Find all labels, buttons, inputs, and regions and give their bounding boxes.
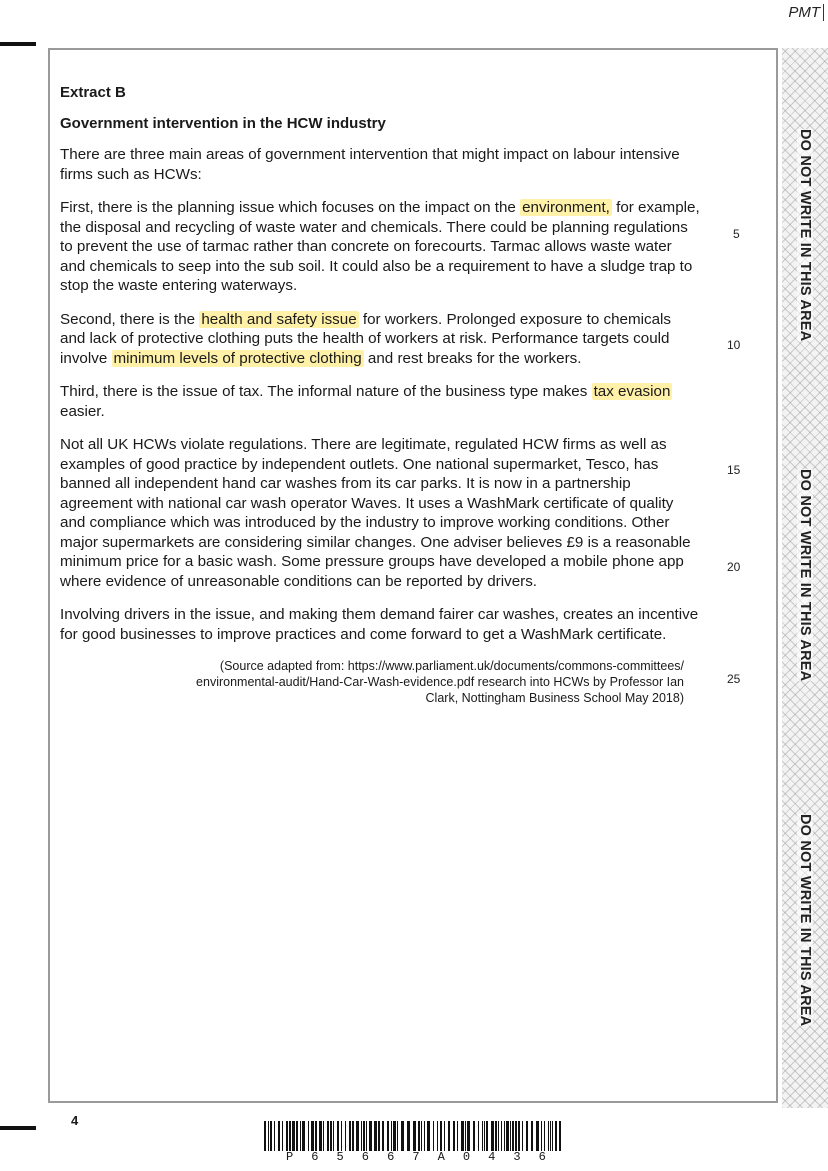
text-run: for example, the disposal and recycling of waste water and chemicals. There could be planning regulations to prevent the use of tarmac rather than concrete on forecourts. Tarmac allows waste water and chemicals to seep into the sub soil. It could also be a requirement to have a sludge trap to stop the waste entering waterways. <box>60 199 700 294</box>
barcode-bar <box>337 1121 339 1151</box>
barcode-bar <box>555 1121 557 1151</box>
barcode-bar <box>518 1121 520 1151</box>
highlight-protective-clothing: minimum levels of protective clothing <box>113 349 362 367</box>
barcode-bar <box>391 1121 392 1151</box>
text-run: for workers. Prolonged exposure to chemicals and lack of protective clothing puts the health of workers at risk. Performance targets could involve <box>60 310 672 367</box>
barcode-bar <box>541 1121 542 1151</box>
paragraph-tax <box>60 382 700 421</box>
text-run: easier. <box>60 402 105 420</box>
paragraph-regulations: Not all UK HCWs violate regulations. There are legitimate, regulated HCW firms as well as examples of good practice by independent outlets. One national supermarket, Tesco, has banned all independent hand car washes from its car parks. It is now in a partnership agreement with national car wash operator Waves. It uses a WashMark certificate of quality and compliance which was introduced by the industry to improve working conditions. Other major supermarkets are considering similar changes. One adviser believes £9 is a reasonable minimum price for a basic wash. Some pressure groups have developed a mobile phone app where evidence of unreasonable conditions can be reported by drivers. <box>60 436 691 590</box>
barcode-bar <box>264 1121 266 1151</box>
barcode-bar <box>531 1121 533 1151</box>
margin-warning-text: DO NOT WRITE IN THIS AREA <box>797 468 813 682</box>
barcode-bar <box>361 1121 362 1151</box>
barcode-bar <box>382 1121 384 1151</box>
barcode-bar <box>473 1121 475 1151</box>
barcode-bar <box>413 1121 416 1151</box>
barcode-bar <box>457 1121 458 1151</box>
barcode-bar <box>548 1121 549 1151</box>
barcode-bar <box>491 1121 494 1151</box>
barcode-bar <box>282 1121 283 1151</box>
source-line: (Source adapted from: https://www.parliament.uk/documents/commons-committees/ <box>219 659 684 673</box>
barcode-bar <box>327 1121 329 1151</box>
paragraph-intro: There are three main areas of government intervention that might impact on labour intensive firms such as HCWs: <box>60 146 680 183</box>
barcode-bar <box>424 1121 425 1151</box>
paragraph-health-safety <box>60 310 700 369</box>
barcode-char: 6 <box>361 1150 369 1164</box>
registration-mark-top <box>0 42 36 46</box>
barcode-bar <box>349 1121 351 1151</box>
source-line: Clark, Nottingham Business School May 2018) <box>425 691 684 705</box>
barcode-bar <box>292 1121 295 1151</box>
barcode-bar <box>512 1121 514 1151</box>
barcode-bar <box>302 1121 305 1151</box>
line-number-15: 15 <box>727 463 741 477</box>
barcode-bar <box>437 1121 438 1151</box>
barcode-bar <box>274 1121 275 1151</box>
barcode-char: 5 <box>336 1150 344 1164</box>
corner-mark: PMT <box>788 4 824 21</box>
barcode-bar <box>448 1121 450 1151</box>
barcode-bar <box>366 1121 367 1151</box>
barcode-bar <box>501 1121 502 1151</box>
barcode-bar <box>440 1121 442 1151</box>
barcode-bar <box>427 1121 430 1151</box>
barcode-char: A <box>437 1150 445 1164</box>
barcode-bar <box>401 1121 404 1151</box>
margin-warning-middle <box>788 460 822 690</box>
text-run: and rest breaks for the workers. <box>363 349 582 367</box>
barcode-bar <box>544 1121 545 1151</box>
barcode-bar <box>333 1121 334 1151</box>
barcode-bar <box>341 1121 342 1151</box>
barcode-bar <box>352 1121 354 1151</box>
barcode-char: 0 <box>462 1150 471 1164</box>
barcode-bar <box>374 1121 377 1151</box>
line-number-25: 25 <box>727 672 741 686</box>
barcode-char: P <box>286 1150 294 1164</box>
barcode-bar <box>504 1121 505 1151</box>
barcode-bar <box>552 1121 553 1151</box>
margin-warning-bottom <box>788 805 822 1035</box>
barcode-bar <box>286 1121 288 1151</box>
barcode-bar <box>378 1121 380 1151</box>
barcode-bar <box>444 1121 445 1151</box>
barcode-bar <box>311 1121 314 1151</box>
barcode-char: 6 <box>387 1150 395 1164</box>
barcode-bar <box>296 1121 298 1151</box>
barcode-bar <box>433 1121 434 1151</box>
barcode-bar <box>418 1121 420 1151</box>
barcode-bar <box>478 1121 479 1151</box>
barcode-bar <box>345 1121 346 1151</box>
line-number-10: 10 <box>727 338 741 352</box>
barcode-char: 6 <box>311 1150 319 1164</box>
source-line: environmental-audit/Hand-Car-Wash-evidence.pdf research into HCWs by Professor Ian <box>196 675 684 689</box>
barcode-bar <box>387 1121 389 1151</box>
barcode-bar <box>486 1121 488 1151</box>
barcode-bar <box>393 1121 396 1151</box>
barcode-bar <box>461 1121 464 1151</box>
barcode-bar <box>559 1121 561 1151</box>
barcode-text <box>286 1150 546 1164</box>
paragraph-drivers: Involving drivers in the issue, and making them demand fairer car washes, creates an incentive for good businesses to improve practices and come forward to get a WashMark certificate. <box>60 606 699 643</box>
registration-mark-bottom <box>0 1126 36 1130</box>
page-number: 4 <box>71 1113 79 1128</box>
barcode-bar <box>289 1121 291 1151</box>
source-citation <box>60 658 684 706</box>
barcode-bar <box>495 1121 497 1151</box>
barcode-bar <box>498 1121 499 1151</box>
barcode-bar <box>300 1121 301 1151</box>
barcode-bar <box>453 1121 455 1151</box>
barcode-bar <box>522 1121 523 1151</box>
barcode-bar <box>363 1121 365 1151</box>
text-run: Third, there is the issue of tax. The informal nature of the business type makes <box>60 383 592 400</box>
barcode-bar <box>536 1121 539 1151</box>
barcode-bar <box>510 1121 511 1151</box>
barcode-char: 7 <box>412 1150 420 1164</box>
barcode <box>264 1121 564 1151</box>
margin-warning-text: DO NOT WRITE IN THIS AREA <box>797 813 813 1027</box>
barcode-bar <box>330 1121 332 1151</box>
barcode-bar <box>268 1121 269 1151</box>
line-number-20: 20 <box>727 560 741 574</box>
barcode-char: 4 <box>488 1150 496 1164</box>
barcode-bar <box>465 1121 466 1151</box>
extract-label: Extract B <box>60 84 126 101</box>
barcode-bar <box>278 1121 280 1151</box>
margin-warning-text: DO NOT WRITE IN THIS AREA <box>797 128 813 342</box>
barcode-bar <box>319 1121 322 1151</box>
barcode-bar <box>270 1121 272 1151</box>
paragraph-planning <box>60 198 700 296</box>
barcode-bar <box>421 1121 422 1151</box>
extract-content <box>60 84 700 706</box>
barcode-bar <box>308 1121 309 1151</box>
barcode-bar <box>550 1121 551 1151</box>
barcode-bar <box>369 1121 372 1151</box>
text-run: First, there is the planning issue which focuses on the impact on the <box>60 199 521 216</box>
barcode-bar <box>515 1121 517 1151</box>
barcode-char: 3 <box>513 1150 521 1164</box>
highlight-tax-evasion: tax evasion <box>593 383 671 400</box>
barcode-bar <box>407 1121 410 1151</box>
margin-warning-top <box>788 120 822 350</box>
barcode-bar <box>356 1121 359 1151</box>
barcode-bar <box>315 1121 317 1151</box>
highlight-health-safety: health and safety issue <box>201 310 357 328</box>
highlight-environment: environment, <box>522 199 610 216</box>
barcode-bar <box>397 1121 398 1151</box>
text-run: Second, there is the <box>60 310 200 328</box>
barcode-bar <box>526 1121 528 1151</box>
barcode-bar <box>484 1121 485 1151</box>
barcode-bar <box>506 1121 509 1151</box>
barcode-bar <box>323 1121 324 1151</box>
barcode-bar <box>467 1121 470 1151</box>
barcode-char: 6 <box>538 1150 546 1164</box>
line-number-5: 5 <box>733 227 740 241</box>
barcode-bar <box>482 1121 483 1151</box>
extract-title: Government intervention in the HCW industry <box>60 115 386 132</box>
